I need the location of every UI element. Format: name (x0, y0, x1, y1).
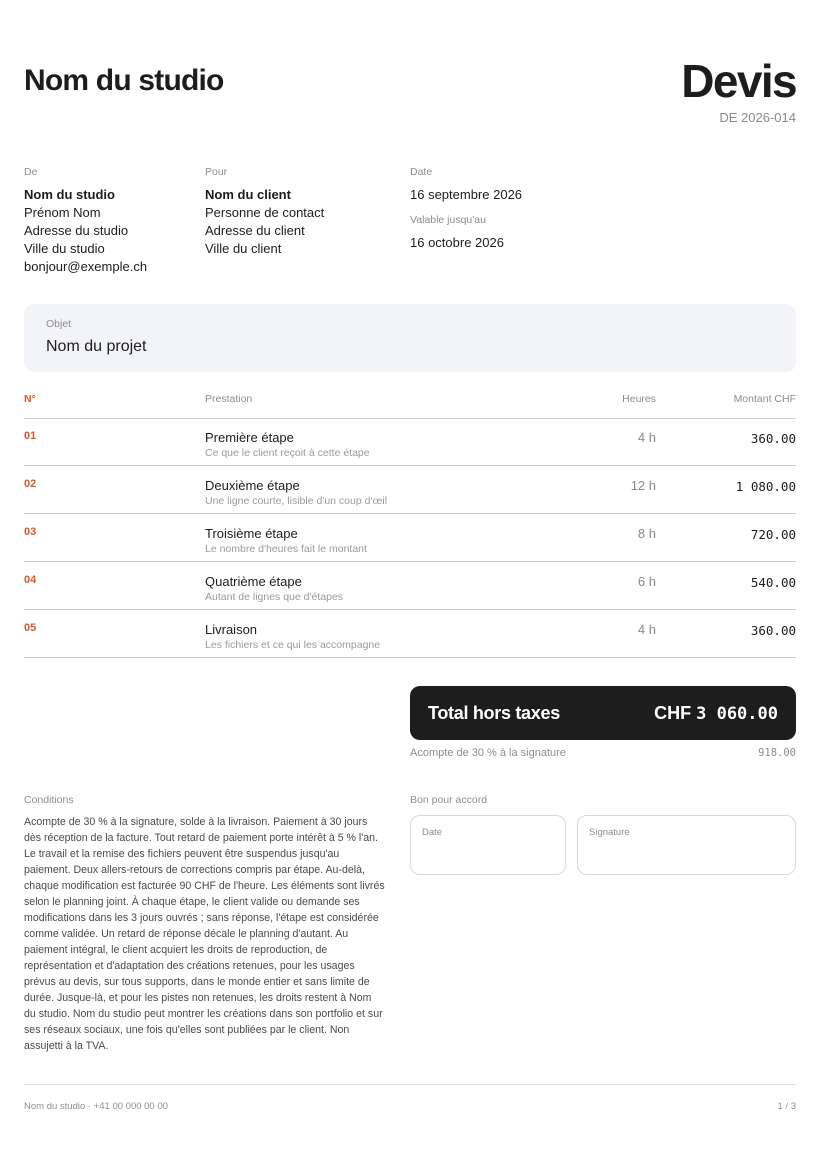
row-number: 02 (24, 478, 37, 490)
deposit-line (410, 747, 796, 759)
table-row (24, 467, 796, 514)
total-value: 3 060.00 (696, 704, 778, 724)
total-amount (654, 703, 778, 724)
valid-until-value: 16 octobre 2026 (410, 235, 504, 250)
client-address: Adresse du client (205, 223, 305, 238)
row-title: Livraison (205, 622, 258, 637)
row-hours: 6 h (637, 574, 656, 589)
row-hours: 4 h (637, 622, 656, 637)
row-amount: 360.00 (750, 431, 796, 446)
row-description: Une ligne courte, lisible d'un coup d'œil (205, 495, 388, 507)
row-amount: 360.00 (750, 623, 796, 638)
sender-address: Adresse du studio (24, 223, 129, 238)
client-label: Pour (205, 166, 228, 178)
client-contact: Personne de contact (205, 205, 325, 220)
page-number: 1 / 3 (777, 1101, 796, 1112)
row-number: 03 (24, 526, 37, 538)
sender-block (24, 166, 147, 276)
signature-label: Signature (589, 827, 630, 838)
page-footer (24, 1084, 796, 1112)
total-label: Total hors taxes (428, 703, 560, 723)
row-title: Troisième étape (205, 526, 298, 541)
dates-block (410, 166, 522, 262)
table-row (24, 419, 796, 466)
approval-date-label: Date (422, 827, 443, 838)
table-row (24, 563, 796, 610)
column-header-service: Prestation (205, 393, 253, 405)
table-row (24, 515, 796, 562)
conditions-label: Conditions (24, 794, 74, 806)
table-row (24, 611, 796, 658)
row-number: 01 (24, 430, 37, 442)
total-currency: CHF (654, 703, 692, 723)
document-number: DE 2026-014 (719, 110, 796, 125)
client-block (205, 166, 324, 258)
project-subject-box (24, 304, 796, 372)
document-title: Devis (681, 55, 796, 107)
sender-city: Ville du studio (24, 241, 105, 256)
studio-name: Nom du studio (24, 64, 224, 97)
sender-label: De (24, 166, 38, 178)
project-name: Nom du projet (46, 338, 147, 355)
column-header-number: N° (24, 393, 36, 405)
quote-page (24, 0, 796, 1160)
sender-contact: Prénom Nom (24, 205, 101, 220)
sender-name: Nom du studio (24, 187, 115, 202)
client-city: Ville du client (205, 241, 282, 256)
row-amount: 1 080.00 (735, 479, 796, 494)
approval-date-field[interactable] (410, 815, 566, 875)
row-description: Autant de lignes que d'étapes (205, 591, 344, 603)
total-box (410, 686, 796, 740)
row-number: 04 (24, 574, 37, 586)
date-value: 16 septembre 2026 (410, 187, 523, 202)
row-number: 05 (24, 622, 37, 634)
row-hours: 12 h (630, 478, 656, 493)
conditions-text: Acompte de 30 % à la signature, solde à la livraison. Paiement à 30 jours dès réception de la facture. Tout retard de paiement porte intérêt à 5 % l'an. Le travail et la remise des fichiers peuvent être suspendus jusqu'au paiement. Deux allers-retours de corrections compris par étape. Au-delà, chaque modification est facturée 90 CHF de l'heure. Les éléments sont livrés selon le planning joint. À chaque étape, le client valide ou demande ses modifications dans les 3 jours ouvrés ; sans réponse, l'étape est considérée comme validée. Un retard de réponse décale le planning d'autant. Au paiement intégral, le client acquiert les droits de reproduction, de représentation et d'adaptation des créations retenues, pour les usages prévus au devis, sur tous supports, dans le monde entier et sans limite de durée. Jusque-là, et pour les pistes non retenues, les droits restent à Nom du studio. Nom du studio peut montrer les créations dans son portfolio et sur ses réseaux sociaux, une fois qu'elles sont publiées par le client. Non assujetti à la TVA. (24, 816, 385, 1052)
row-title: Première étape (205, 430, 294, 445)
row-hours: 8 h (637, 526, 656, 541)
row-description: Ce que le client reçoit à cette étape (205, 447, 370, 459)
subject-label: Objet (46, 318, 72, 330)
date-label: Date (410, 166, 433, 178)
signature-field[interactable] (577, 815, 796, 875)
client-name: Nom du client (205, 187, 291, 202)
sender-email: bonjour@exemple.ch (24, 259, 148, 274)
deposit-value: 918.00 (758, 747, 796, 759)
valid-until-label: Valable jusqu'au (410, 214, 486, 226)
table-header (24, 392, 796, 419)
footer-contact: Nom du studio · +41 00 000 00 00 (24, 1101, 168, 1112)
approval-label: Bon pour accord (410, 794, 488, 806)
row-amount: 720.00 (750, 527, 796, 542)
row-hours: 4 h (637, 430, 656, 445)
column-header-hours: Heures (622, 393, 656, 405)
row-description: Le nombre d'heures fait le montant (205, 543, 367, 555)
row-title: Quatrième étape (205, 574, 302, 589)
row-title: Deuxième étape (205, 478, 300, 493)
row-description: Les fichiers et ce qui les accompagne (205, 639, 381, 651)
row-amount: 540.00 (750, 575, 796, 590)
column-header-amount: Montant CHF (733, 393, 796, 405)
deposit-label: Acompte de 30 % à la signature (410, 747, 566, 759)
